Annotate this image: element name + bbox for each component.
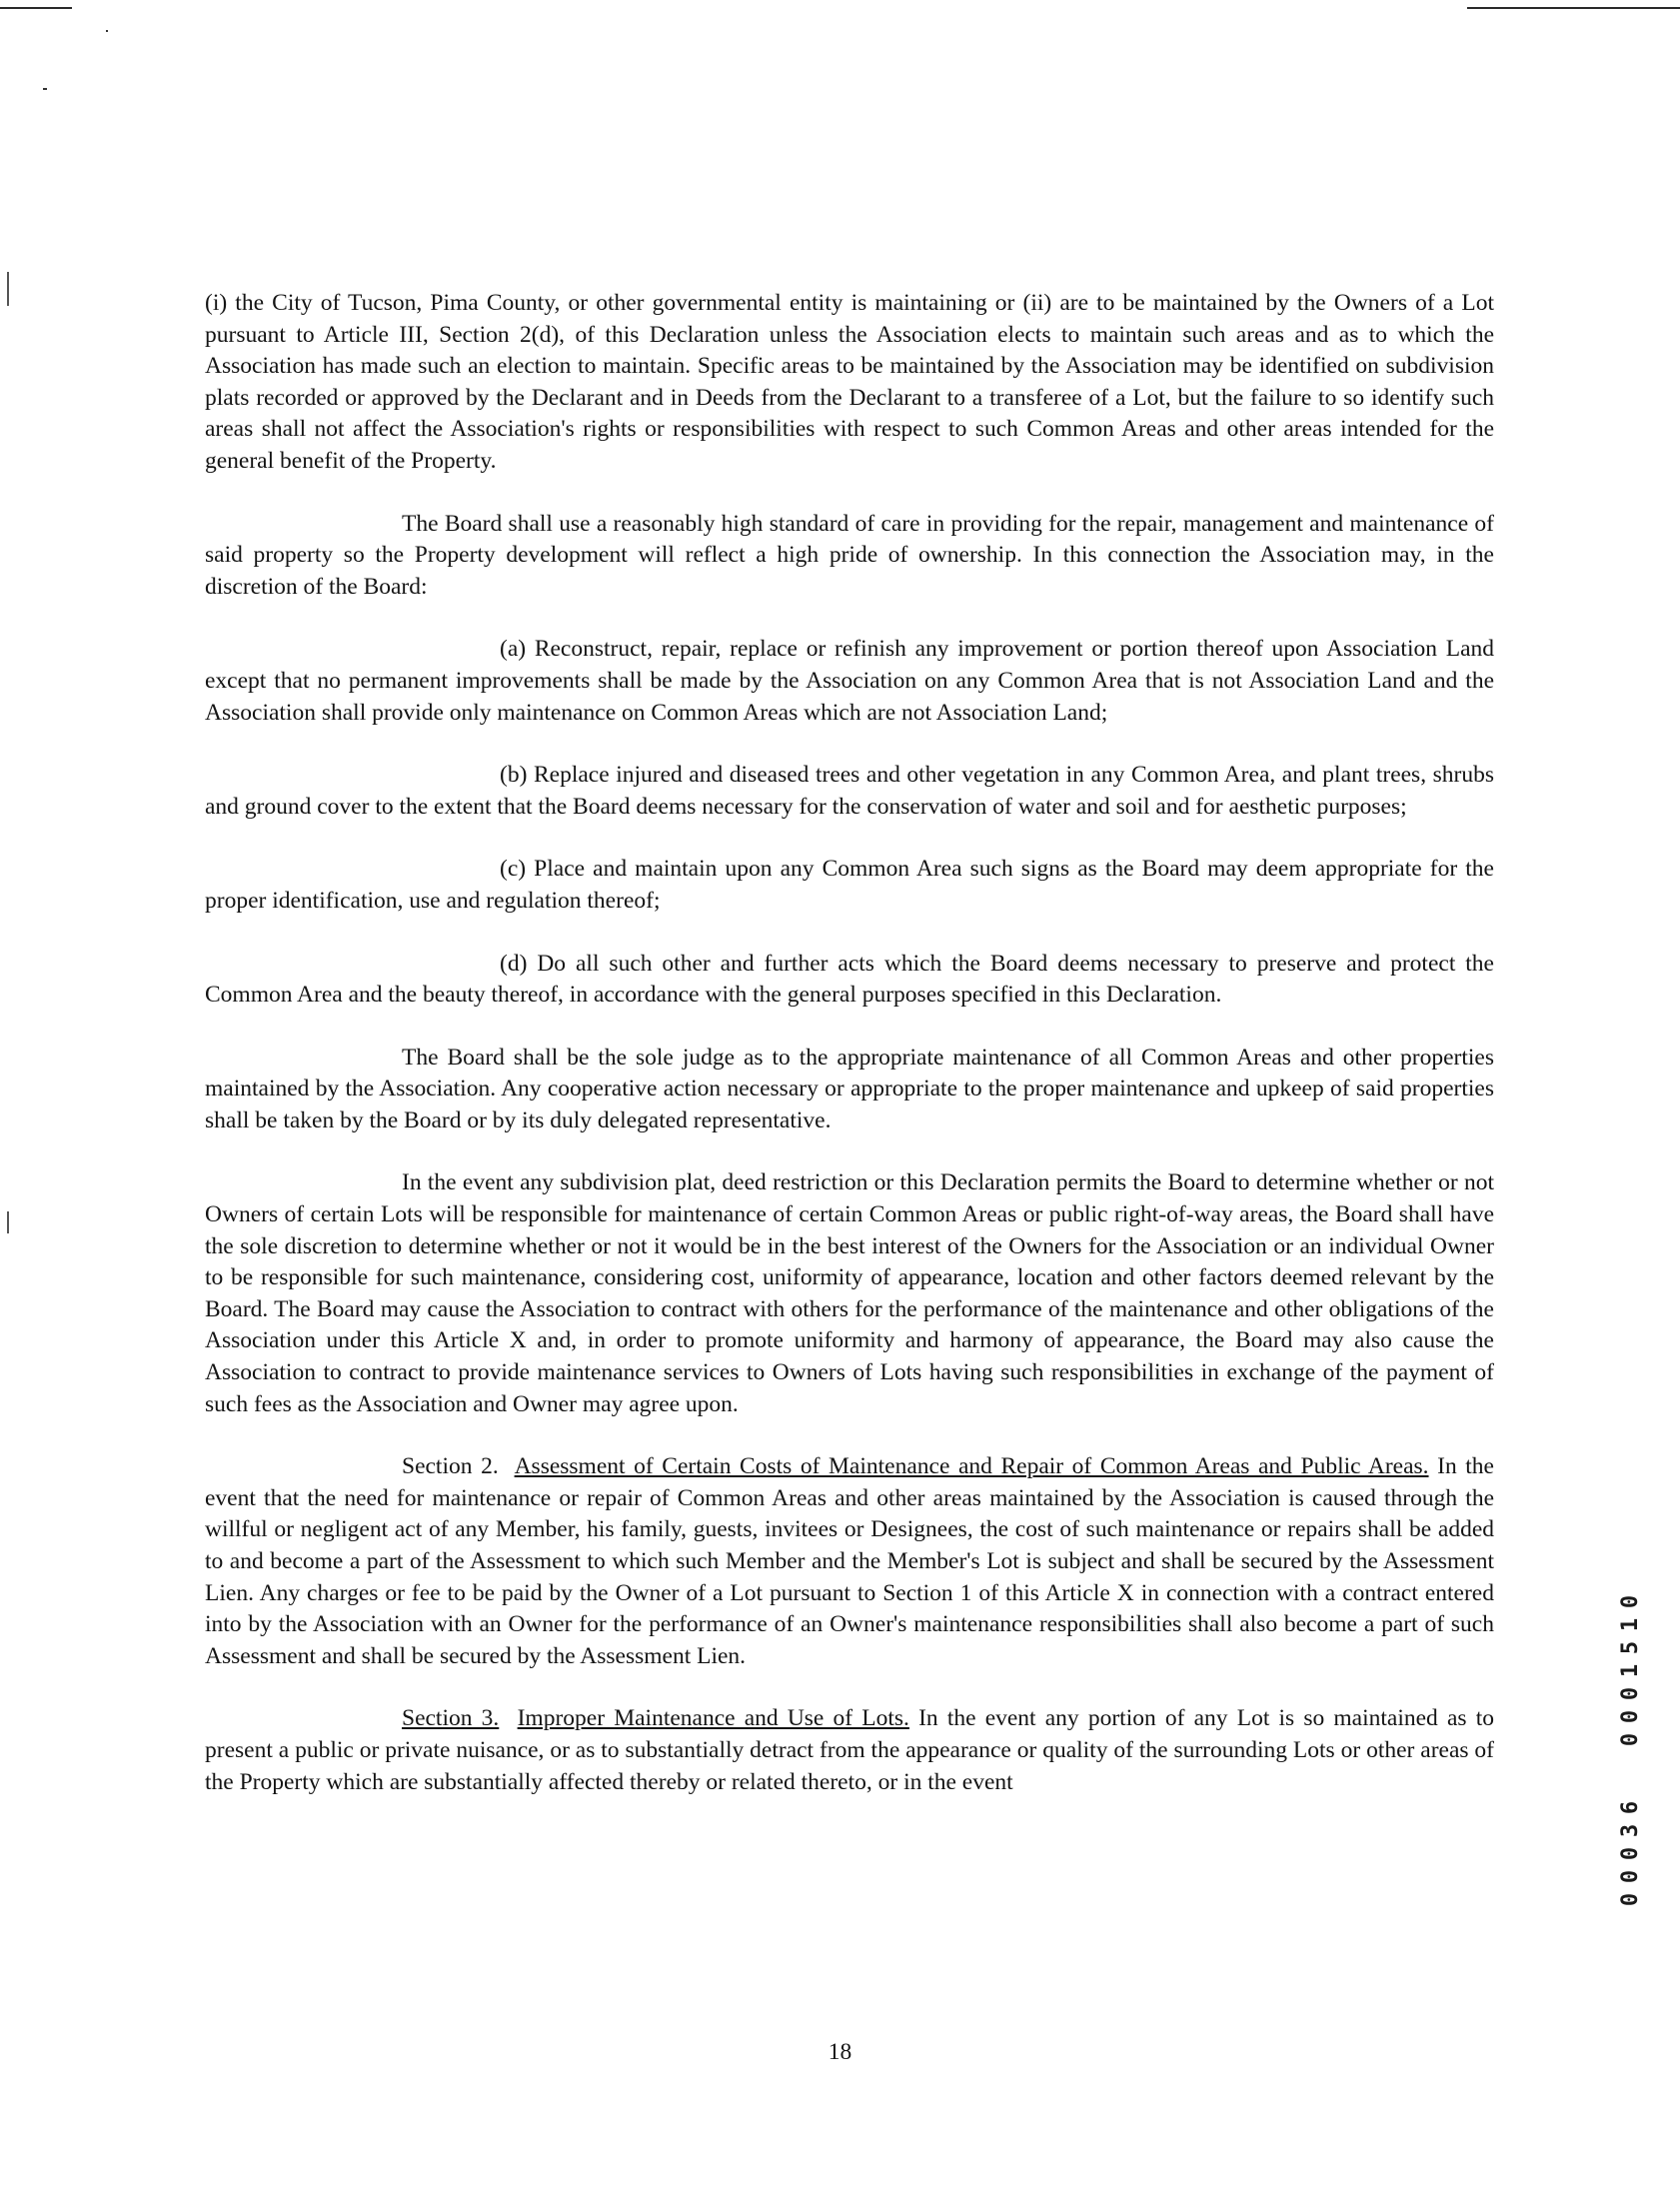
stamp-digit: 0 [1618,1892,1644,1907]
stamp-digit: 0 [1618,1594,1644,1609]
margin-mark [7,272,9,306]
page-number: 18 [828,2039,852,2065]
stamp-digit: 0 [1618,1686,1644,1701]
section-2-body: In the event that the need for maintenance or repair of Common Areas and other areas maintained by the Association is caused through the willful or negligent act of any Member, his family, guests, invitees or Designees, the cost of such maintenance or repairs shall be added to and become a part of the Assessment to which such Member and the Member's Lot is subject and shall be secured by the Assessment Lien. Any charges or fee to be paid by the Owner of a Lot pursuant to Section 1 of this Article X in connection with a contract entered into by the Association with an Owner for the performance of an Owner's maintenance responsibilities shall also become a part of such Assessment and shall be secured by the Assessment Lien. [205,1453,1494,1669]
document-body [205,288,1494,1829]
paragraph-subdivision-plat: In the event any subdivision plat, deed restriction or this Declaration permits the Board to determine whether or not Owners of certain Lots will be responsible for maintenance of certain Common Areas or public right-of-way areas, the Board shall have the sole discretion to determine whether or not it would be in the best interest of the Owners for the Association or an individual Owner to be responsible for such maintenance, considering cost, uniformity of appearance, location and other factors deemed relevant by the Board. The Board may cause the Association to contract with others for the performance of the maintenance and other obligations of the Association under this Article X and, in order to promote uniformity and harmony of appearance, the Board may also cause the Association to contract to provide maintenance services to Owners of Lots having such responsibilities in exchange of the payment of such fees as the Association and Owner may agree upon. [205,1169,1494,1417]
paragraph-sole-judge: The Board shall be the sole judge as to the appropriate maintenance of all Common Areas and other properties maintained by the Association. Any cooperative action necessary or appropriate to the proper maintenance and upkeep of said properties shall be taken by the Board or by its duly delegated representative. [205,1044,1494,1133]
margin-stamp-1 [1611,1591,1651,1750]
scan-top-line-right [1467,7,1680,9]
margin-stamp-2 [1611,1797,1651,1910]
margin-mark [7,1211,9,1233]
section-3-label: Section 3. [402,1705,500,1732]
section-3-heading: Improper Maintenance and Use of Lots. [517,1705,909,1732]
stamp-digit: 0 [1618,1732,1644,1747]
scan-speck [43,88,47,90]
stamp-digit: 3 [1618,1823,1644,1838]
stamp-digit: 6 [1618,1800,1644,1815]
section-2-label: Section 2. [402,1453,499,1480]
scan-speck [106,30,108,32]
paragraph-continuation: (i) the City of Tucson, Pima County, or other governmental entity is maintaining or (ii) are to be maintained by the Owners of a Lot pursuant to Article III, Section 2(d), of this Declaration unless the Association elects to maintain such areas and as to which the Association has made such an election to maintain. Specific areas to be maintained by the Association may be identified on subdivision plats recorded or approved by the Declarant and in Deeds from the Declarant to a transferee of a Lot, but the failure to so identify such areas shall not affect the Association's rights or responsibilities with respect to such Common Areas and other areas intended for the general benefit of the Property. [205,290,1494,474]
scan-top-line-left [0,7,72,9]
stamp-digit: 5 [1618,1640,1644,1655]
section-3 [205,1703,1494,1798]
stamp-digit: 1 [1618,1663,1644,1678]
section-2-heading: Assessment of Certain Costs of Maintenance and Repair of Common Areas and Public Areas. [514,1453,1429,1480]
stamp-digit: 0 [1618,1709,1644,1724]
section-3-body: In the event any portion of any Lot is so maintained as to present a public or private nuisance, or as to substantially detract from the appearance or quality of the surrounding Lots or other areas of the Property which are substantially affected thereby or related thereto, or in the event [205,1705,1494,1795]
list-item-c: (c) Place and maintain upon any Common Area such signs as the Board may deem appropriate for the proper identification, use and regulation thereof; [205,856,1494,914]
paragraph-board-standard: The Board shall use a reasonably high standard of care in providing for the repair, management and maintenance of said property so the Property development will reflect a high pride of ownership. In this connection the Association may, in the discretion of the Board: [205,510,1494,600]
list-item-b: (b) Replace injured and diseased trees and other vegetation in any Common Area, and plant trees, shrubs and ground cover to the extent that the Board deems necessary for the conservation of water and soil and for aesthetic purposes; [205,762,1494,820]
stamp-digit: 0 [1618,1869,1644,1884]
stamp-digit: 0 [1618,1846,1644,1861]
stamp-digit: 1 [1618,1617,1644,1632]
list-item-d: (d) Do all such other and further acts which the Board deems necessary to preserve and protect the Common Area and the beauty thereof, in accordance with the general purposes specified in this Declaration. [205,950,1494,1009]
list-item-a: (a) Reconstruct, repair, replace or refinish any improvement or portion thereof upon Association Land except that no permanent improvements shall be made by the Association on any Common Area that is not Association Land and the Association shall provide only maintenance on Common Areas which are not Association Land; [205,636,1494,726]
section-2 [205,1451,1494,1672]
